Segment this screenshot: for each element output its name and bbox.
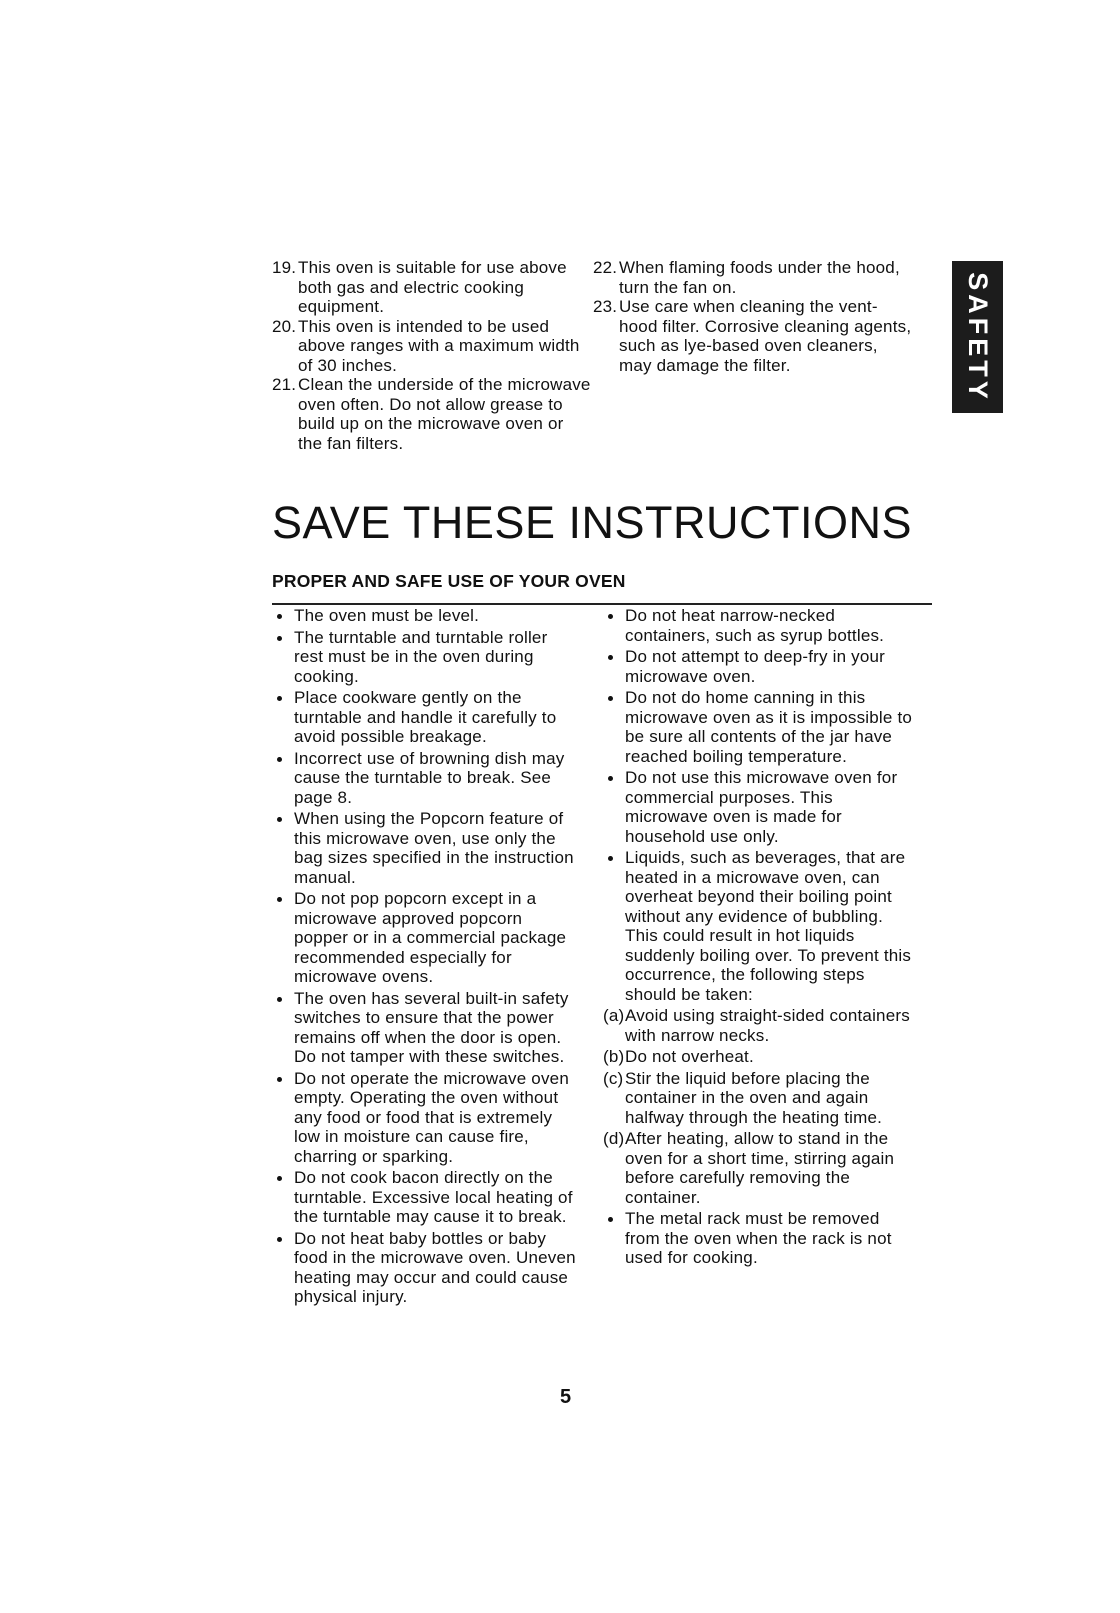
list-item (593, 258, 913, 297)
page-number: 5 (560, 1386, 572, 1408)
bullet-icon (608, 655, 613, 660)
bullet-text: The metal rack must be removed from the oven when the rack is not used for cooking. (625, 1209, 892, 1267)
sub-step-text: Avoid using straight-sided containers with narrow necks. (625, 1006, 910, 1045)
bullet-icon (608, 696, 613, 701)
list-item (272, 1069, 577, 1167)
list-item (272, 317, 592, 376)
sub-step-text: Stir the liquid before placing the container in the oven and again halfway through the heating time. (625, 1068, 883, 1127)
numbered-list-left (272, 258, 592, 453)
bullet-text: The oven has several built-in safety switches to ensure that the power remains off when the door is open. Do not tamper with these switches. (294, 988, 569, 1066)
list-item (603, 768, 913, 846)
sub-step (603, 1069, 913, 1128)
numbered-list-right (593, 258, 913, 375)
bullet-icon (277, 817, 282, 822)
bullet-icon (277, 757, 282, 762)
list-item (603, 688, 913, 766)
bullet-icon (277, 997, 282, 1002)
bullet-icon (277, 1237, 282, 1242)
side-tab-label: SAFETY (963, 271, 994, 403)
bullet-text: Incorrect use of browning dish may cause the turntable to break. See page 8. (294, 748, 565, 807)
list-item (272, 628, 577, 687)
sub-step (603, 1047, 913, 1067)
bullet-icon (277, 1176, 282, 1181)
item-number: 19. (272, 258, 297, 277)
bullet-text: Do not heat narrow-necked containers, such as syrup bottles. (625, 606, 885, 645)
bullet-icon (608, 776, 613, 781)
item-text: This oven is intended to be used above ranges with a maximum width of 30 inches. (298, 316, 580, 375)
bullet-text: Do not heat baby bottles or baby food in the microwave oven. Uneven heating may occur and could cause physical injury. (294, 1228, 576, 1306)
bullet-text: The oven must be level. (294, 606, 480, 625)
bullet-icon (277, 897, 282, 902)
list-item (603, 606, 913, 645)
list-item (603, 1209, 913, 1268)
item-number: 22. (593, 258, 618, 277)
item-text: Clean the underside of the microwave oven often. Do not allow grease to build up on the microwave oven or the fan filters. (298, 375, 591, 453)
sub-step-label: (a) (603, 1006, 625, 1025)
bullet-text: Do not use this microwave oven for commercial purposes. This microwave oven is made for household use only. (625, 768, 898, 846)
list-item (272, 749, 577, 808)
bullet-text: Liquids, such as beverages, that are heated in a microwave oven, can overheat beyond their boiling point without any evidence of bubbling. This could result in hot liquids suddenly boiling over. To prevent this occurrence, the following steps should be taken: (625, 848, 912, 1004)
sub-step-label: (b) (603, 1047, 625, 1066)
list-item (272, 1168, 577, 1227)
list-item (272, 1229, 577, 1307)
list-item (272, 688, 577, 747)
list-item (272, 375, 592, 453)
sub-step-text: Do not overheat. (625, 1047, 754, 1066)
item-text: Use care when cleaning the vent-hood filter. Corrosive cleaning agents, such as lye-based oven cleaners, may damage the filter. (619, 297, 912, 375)
bullet-list-right (603, 606, 913, 1270)
bullet-icon (277, 1077, 282, 1082)
list-item (272, 889, 577, 987)
sub-step-text: After heating, allow to stand in the oven for a short time, stirring again before carefully removing the container. (625, 1129, 895, 1207)
item-text: This oven is suitable for use above both gas and electric cooking equipment. (298, 258, 567, 316)
bullet-text: Do not do home canning in this microwave oven as it is impossible to be sure all contents of the jar have reached boiling temperature. (625, 688, 913, 766)
list-item (603, 647, 913, 686)
list-item (272, 258, 592, 317)
sub-step (603, 1006, 913, 1045)
sub-step-label: (c) (603, 1068, 624, 1088)
bullet-list-left (272, 606, 577, 1309)
section-divider (272, 603, 932, 605)
bullet-icon (277, 636, 282, 641)
bullet-icon (277, 696, 282, 701)
section-side-tab (952, 261, 1003, 413)
bullet-text: Do not cook bacon directly on the turntable. Excessive local heating of the turntable may cause it to break. (294, 1168, 573, 1226)
bullet-text: Place cookware gently on the turntable and handle it carefully to avoid possible breakage. (294, 688, 557, 746)
item-number: 21. (272, 375, 297, 394)
list-item (603, 848, 913, 1004)
bullet-text: When using the Popcorn feature of this microwave oven, use only the bag sizes specified in the instruction manual. (294, 809, 574, 887)
bullet-icon (608, 1217, 613, 1222)
list-item (272, 606, 577, 626)
page-title: SAVE THESE INSTRUCTIONS (272, 497, 912, 548)
section-heading: PROPER AND SAFE USE OF YOUR OVEN (272, 571, 626, 591)
bullet-icon (608, 856, 613, 861)
bullet-icon (608, 614, 613, 619)
item-number: 20. (272, 316, 297, 336)
bullet-text: Do not operate the microwave oven empty. Operating the oven without any food or food that is extremely low in moisture can cause fire, charring or sparking. (294, 1068, 569, 1166)
bullet-icon (277, 614, 282, 619)
list-item (272, 809, 577, 887)
list-item (593, 297, 913, 375)
list-item (272, 989, 577, 1067)
bullet-text: The turntable and turntable roller rest must be in the oven during cooking. (294, 627, 548, 686)
bullet-text: Do not attempt to deep-fry in your microwave oven. (625, 647, 886, 686)
item-number: 23. (593, 297, 618, 316)
sub-step (603, 1129, 913, 1207)
bullet-text: Do not pop popcorn except in a microwave approved popcorn popper or in a commercial package recommended especially for microwave ovens. (294, 889, 567, 986)
item-text: When flaming foods under the hood, turn the fan on. (619, 258, 900, 297)
sub-step-label: (d) (603, 1129, 625, 1148)
